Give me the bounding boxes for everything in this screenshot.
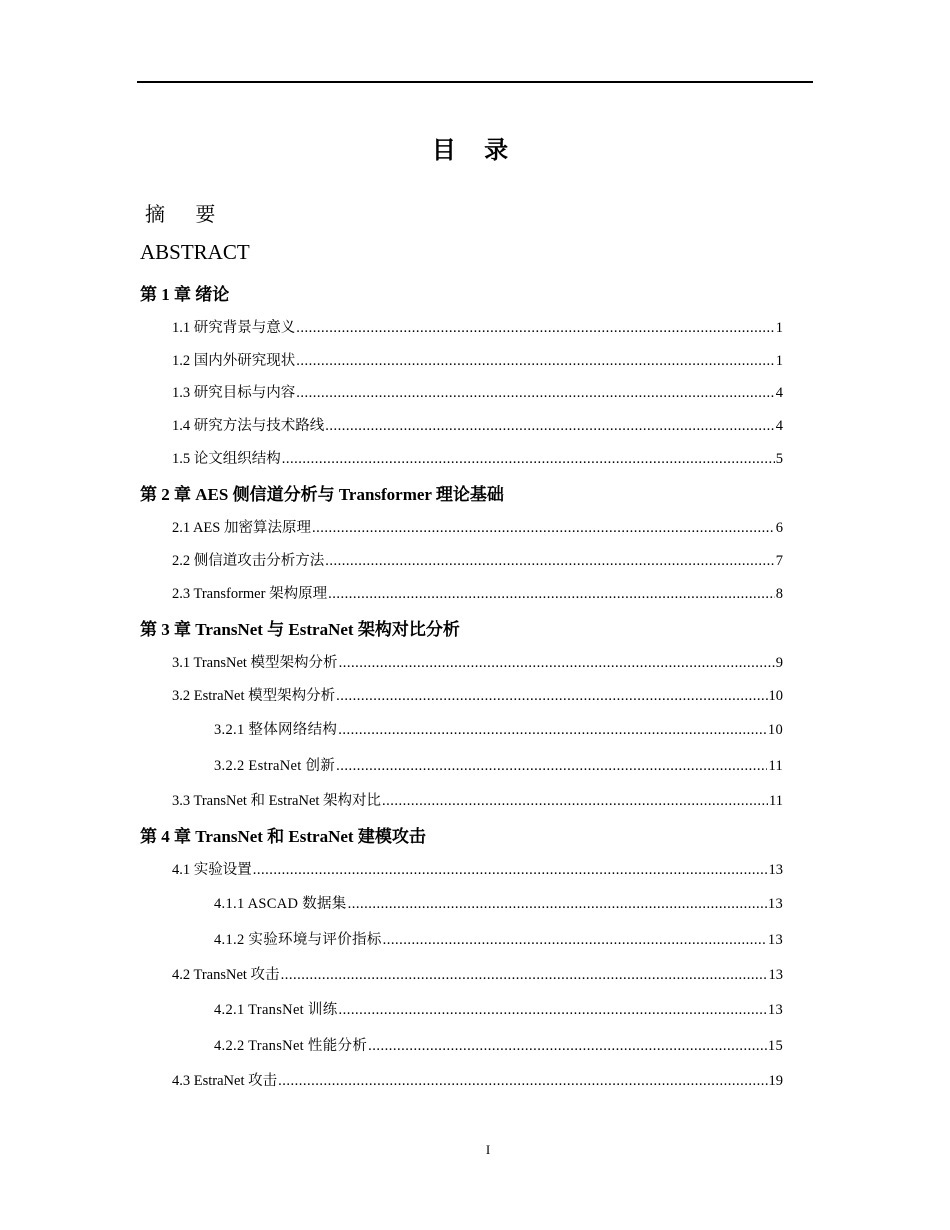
leader-dots (339, 655, 775, 672)
toc-entry-page: 5 (775, 451, 783, 467)
toc-entry-label: 1.4 研究方法与技术路线 (172, 418, 325, 434)
toc-entry-1-4[interactable] (172, 414, 783, 435)
toc-entry-page: 13 (767, 896, 783, 912)
toc-entry-page: 1 (775, 353, 783, 369)
toc-entry-4-3[interactable] (172, 1069, 783, 1090)
toc-entry-1-2[interactable] (172, 349, 783, 370)
toc-entry-page: 6 (775, 520, 783, 536)
leader-dots (253, 862, 768, 879)
toc-entry-4-1[interactable] (172, 858, 783, 879)
toc-entry-page: 4 (775, 385, 783, 401)
toc-entry-label: 4.2.1 TransNet 训练 (214, 1002, 338, 1018)
toc-entry-2-3[interactable] (172, 582, 783, 603)
leader-dots (296, 320, 775, 337)
toc-entry-page: 13 (768, 967, 783, 983)
leader-dots (368, 1038, 767, 1055)
leader-dots (296, 385, 775, 402)
toc-entry-page: 10 (768, 688, 783, 704)
toc-chapter-4[interactable]: 第 4 章 TransNet 和 EstraNet 建模攻击 (140, 827, 426, 846)
toc-entry-page: 13 (767, 1002, 783, 1018)
toc-entry-2-2[interactable] (172, 549, 783, 570)
toc-entry-page: 13 (768, 862, 783, 878)
toc-entry-4-2-2[interactable] (214, 1034, 783, 1055)
toc-entry-1-5[interactable] (172, 447, 783, 468)
page-title: 目 录 (431, 136, 519, 164)
toc-entry-page: 15 (767, 1038, 783, 1054)
toc-chapter-3[interactable]: 第 3 章 TransNet 与 EstraNet 架构对比分析 (140, 620, 460, 639)
toc-entry-label: 1.2 国内外研究现状 (172, 353, 296, 369)
leader-dots (336, 688, 767, 705)
toc-entry-label: 4.1.1 ASCAD 数据集 (214, 896, 347, 912)
toc-entry-label: 3.3 TransNet 和 EstraNet 架构对比 (172, 793, 382, 809)
toc-entry-page: 7 (775, 553, 783, 569)
toc-entry-4-2[interactable] (172, 963, 783, 984)
toc-chapter-2[interactable]: 第 2 章 AES 侧信道分析与 Transformer 理论基础 (140, 485, 504, 504)
toc-entry-label: 3.2.2 EstraNet 创新 (214, 758, 336, 774)
toc-entry-label: 1.3 研究目标与内容 (172, 385, 296, 401)
toc-entry-page: 11 (769, 793, 783, 809)
page-number: I (485, 1142, 491, 1157)
toc-abstract-en[interactable]: ABSTRACT (140, 240, 250, 264)
toc-entry-1-3[interactable] (172, 381, 783, 402)
toc-entry-3-2-1[interactable] (214, 718, 783, 739)
toc-entry-page: 8 (775, 586, 783, 602)
toc-entry-3-1[interactable] (172, 651, 783, 672)
toc-entry-label: 1.5 论文组织结构 (172, 451, 281, 467)
leader-dots (325, 418, 775, 435)
toc-chapter-1[interactable]: 第 1 章 绪论 (140, 285, 230, 304)
leader-dots (296, 353, 775, 370)
toc-entry-label: 1.1 研究背景与意义 (172, 320, 296, 336)
leader-dots (336, 758, 767, 775)
leader-dots (339, 1002, 767, 1019)
toc-entry-label: 2.3 Transformer 架构原理 (172, 586, 328, 602)
toc-entry-3-3[interactable] (172, 789, 783, 810)
leader-dots (383, 932, 767, 949)
toc-entry-4-2-1[interactable] (214, 998, 783, 1019)
toc-entry-1-1[interactable] (172, 316, 783, 337)
leader-dots (281, 967, 768, 984)
toc-entry-page: 1 (775, 320, 783, 336)
toc-entry-page: 11 (768, 758, 783, 774)
leader-dots (282, 451, 775, 468)
leader-dots (328, 586, 775, 603)
toc-entry-page: 9 (775, 655, 783, 671)
toc-entry-2-1[interactable] (172, 516, 783, 537)
toc-entry-4-1-1[interactable] (214, 892, 783, 913)
leader-dots (382, 793, 768, 810)
leader-dots (312, 520, 775, 537)
toc-entry-label: 2.1 AES 加密算法原理 (172, 520, 311, 536)
toc-abstract-zh[interactable]: 摘 要 (145, 202, 228, 226)
leader-dots (338, 722, 767, 739)
toc-entry-label: 4.2.2 TransNet 性能分析 (214, 1038, 368, 1054)
leader-dots (278, 1073, 767, 1090)
leader-dots (348, 896, 767, 913)
toc-entry-3-2[interactable] (172, 684, 783, 705)
toc-entry-page: 13 (767, 932, 783, 948)
toc-entry-label: 4.3 EstraNet 攻击 (172, 1073, 278, 1089)
toc-entry-page: 19 (768, 1073, 783, 1089)
toc-entry-label: 4.1.2 实验环境与评价指标 (214, 932, 382, 948)
toc-entry-page: 4 (775, 418, 783, 434)
toc-entry-label: 4.2 TransNet 攻击 (172, 967, 280, 983)
toc-entry-label: 2.2 侧信道攻击分析方法 (172, 553, 325, 569)
toc-entry-4-1-2[interactable] (214, 928, 783, 949)
toc-entry-label: 4.1 实验设置 (172, 862, 252, 878)
toc-entry-label: 3.1 TransNet 模型架构分析 (172, 655, 338, 671)
toc-entry-label: 3.2 EstraNet 模型架构分析 (172, 688, 336, 704)
toc-entry-3-2-2[interactable] (214, 754, 783, 775)
toc-entry-label: 3.2.1 整体网络结构 (214, 722, 338, 738)
leader-dots (325, 553, 775, 570)
toc-entry-page: 10 (767, 722, 783, 738)
